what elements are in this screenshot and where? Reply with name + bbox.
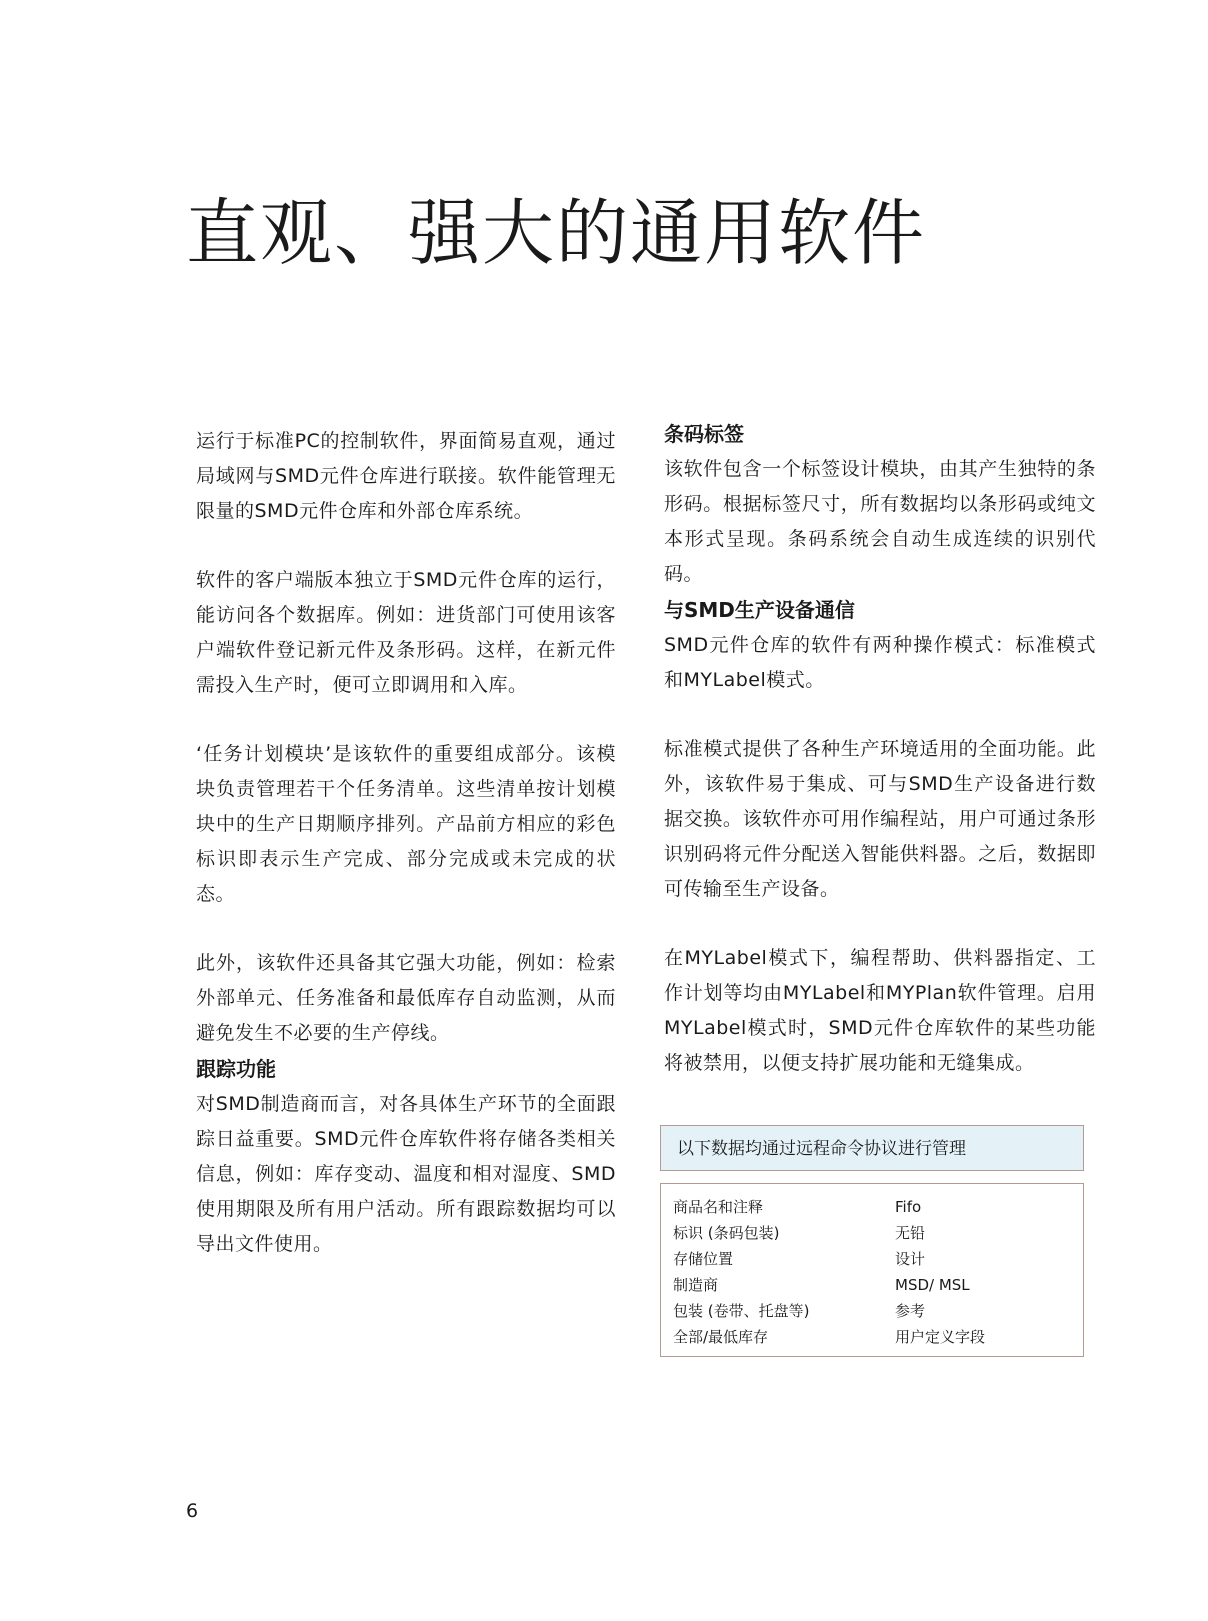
tracking-paragraph: 对SMD制造商而言，对各具体生产环节的全面跟踪日益重要。SMD元件仓库软件将存储各类相关信息，例如：库存变动、温度和相对湿度、SMD使用期限及所有用户活动。所有跟踪数据均可以导出文件使用。 xyxy=(196,1093,616,1255)
table-cell-left: 标识 (条码包装) xyxy=(673,1224,780,1242)
table-row xyxy=(673,1324,1071,1350)
standard-mode-paragraph: 标准模式提供了各种生产环境适用的全面功能。此外，该软件易于集成、可与SMD生产设备进行数据交换。该软件亦可用作编程站，用户可通过条形识别码将元件分配送入智能供料器。之后，数据即可传输至生产设备。 xyxy=(664,738,1096,900)
table-cell-right: 用户定义字段 xyxy=(895,1328,986,1346)
table-cell-left: 包装 (卷带、托盘等) xyxy=(673,1302,810,1320)
right-column xyxy=(664,424,1096,1081)
table-cell-left: 全部/最低库存 xyxy=(673,1328,769,1346)
table-cell-right: MSD/ MSL xyxy=(895,1276,970,1294)
table-cell-right: Fifo xyxy=(895,1198,922,1216)
table-cell-left: 存储位置 xyxy=(673,1250,734,1268)
table-row xyxy=(673,1246,1071,1272)
table-row xyxy=(673,1194,1071,1220)
barcode-paragraph: 该软件包含一个标签设计模块，由其产生独特的条形码。根据标签尺寸，所有数据均以条形码或纯文本形式呈现。条码系统会自动生成连续的识别代码。 xyxy=(664,458,1096,585)
table-cell-left: 商品名和注释 xyxy=(673,1198,764,1216)
tracking-heading: 跟踪功能 xyxy=(196,1057,276,1081)
table-cell-right: 参考 xyxy=(895,1302,926,1320)
table-row xyxy=(673,1298,1071,1324)
intro-paragraph: 运行于标准PC的控制软件，界面简易直观，通过局域网与SMD元件仓库进行联接。软件能管理无限量的SMD元件仓库和外部仓库系统。 xyxy=(196,430,616,522)
features-paragraph: 此外，该软件还具备其它强大功能，例如：检索外部单元、任务准备和最低库存自动监测，从而避免发生不必要的生产停线。 xyxy=(196,952,616,1044)
data-box-table xyxy=(660,1183,1084,1357)
page-title: 直观、强大的通用软件 xyxy=(186,191,927,275)
page-number: 6 xyxy=(186,1500,199,1522)
table-cell-right: 设计 xyxy=(895,1250,926,1268)
table-row xyxy=(673,1272,1071,1298)
barcode-heading: 条码标签 xyxy=(664,422,744,446)
table-cell-left: 制造商 xyxy=(673,1276,719,1294)
communication-heading: 与SMD生产设备通信 xyxy=(664,598,855,622)
table-row xyxy=(673,1220,1071,1246)
modes-paragraph: SMD元件仓库的软件有两种操作模式：标准模式和MYLabel模式。 xyxy=(664,634,1096,691)
task-plan-paragraph: ‘任务计划模块’是该软件的重要组成部分。该模块负责管理若干个任务清单。这些清单按计划模块中的生产日期顺序排列。产品前方相应的彩色标识即表示生产完成、部分完成或未完成的状态。 xyxy=(196,743,616,905)
mylabel-mode-paragraph: 在MYLabel模式下，编程帮助、供料器指定、工作计划等均由MYLabel和MYPlan软件管理。启用MYLabel模式时，SMD元件仓库软件的某些功能将被禁用，以便支持扩展功能和无缝集成。 xyxy=(664,947,1096,1074)
left-column xyxy=(196,424,616,1262)
client-paragraph: 软件的客户端版本独立于SMD元件仓库的运行，能访问各个数据库。例如：进货部门可使用该客户端软件登记新元件及条形码。这样，在新元件需投入生产时，便可立即调用和入库。 xyxy=(196,569,616,696)
data-box-header: 以下数据均通过远程命令协议进行管理 xyxy=(660,1125,1084,1171)
table-cell-right: 无铅 xyxy=(895,1224,926,1242)
